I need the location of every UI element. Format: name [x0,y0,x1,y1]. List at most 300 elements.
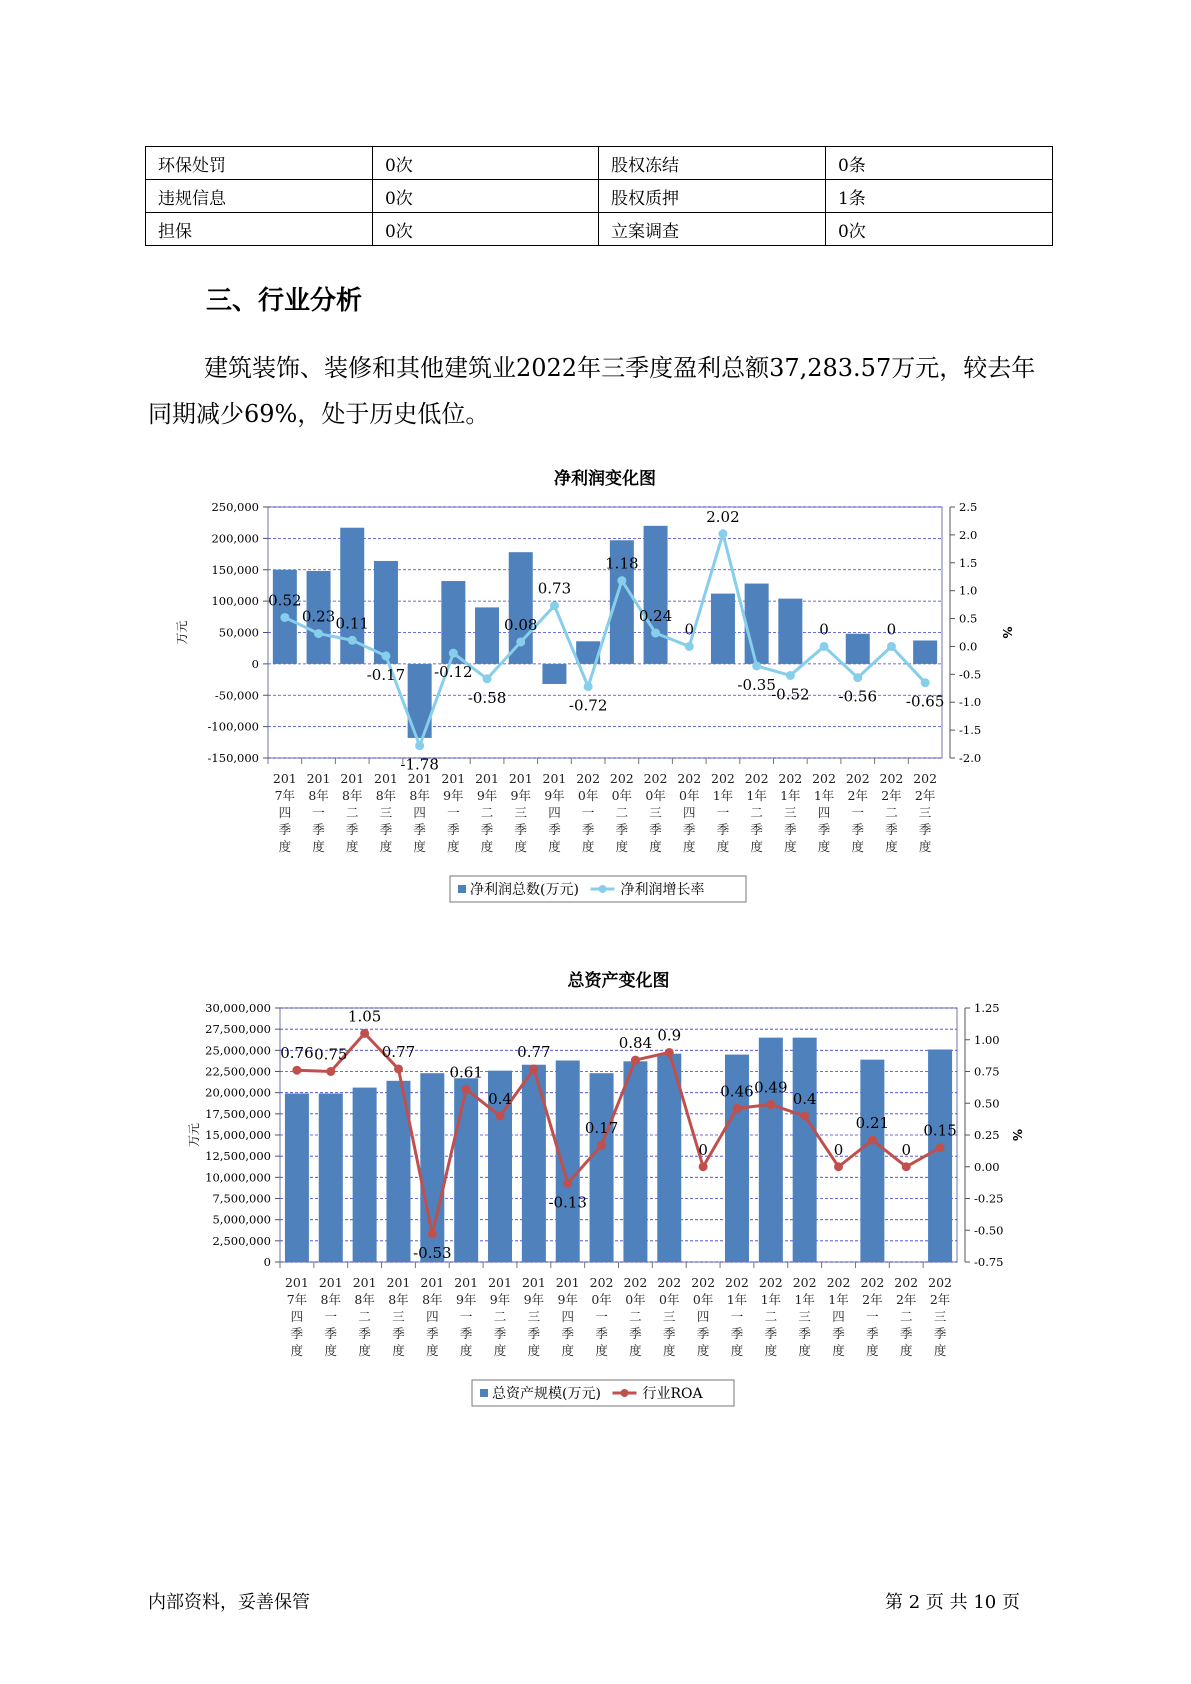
data-label: 0.73 [537,579,572,598]
line-point [348,636,357,645]
y2-tick-label: -1.0 [959,695,982,710]
y2-tick-label: -0.75 [974,1255,1004,1269]
table-cell: 股权质押 [598,180,825,213]
y-axis-title: 万元 [175,620,189,645]
y-tick-label: 20,000,000 [205,1085,271,1100]
x-tick-label: 202 [913,771,938,786]
x-tick-label: 度 [595,1343,608,1358]
y-tick-label: 250,000 [211,500,259,514]
x-tick-label: 1年 [746,788,767,803]
table-row [146,147,1053,180]
x-tick-label: 1年 [760,1292,782,1307]
table-cell: 0条 [825,147,1052,180]
legend-bar-label: 总资产规模(万元) [492,1386,601,1402]
line-point [617,576,626,585]
x-tick-label: 四 [290,1309,304,1324]
x-tick-label: 季 [278,822,292,837]
x-tick-label: 201 [454,1275,479,1290]
risk-summary-table [145,146,1053,246]
x-tick-label: 度 [629,1343,642,1358]
y2-tick-label: -0.50 [974,1223,1004,1238]
y2-tick-label: 1.0 [959,583,978,598]
x-tick-label: 季 [663,1326,676,1341]
x-tick-label: 度 [764,1343,778,1358]
x-tick-label: 201 [284,1275,309,1290]
x-tick-label: 9年 [557,1292,578,1307]
line-point [834,1162,843,1171]
x-tick-label: 9年 [489,1292,511,1307]
line-point [394,1064,403,1073]
legend-line-label: 行业ROA [642,1386,703,1402]
x-tick-label: 度 [358,1343,371,1358]
x-tick-label: 季 [764,1326,778,1341]
table-cell: 环保处罚 [146,147,373,180]
table-cell: 担保 [146,213,373,246]
data-label: 0.4 [488,1089,512,1108]
y-tick-label: 50,000 [218,625,259,640]
x-tick-label: 1年 [726,1292,748,1307]
x-tick-label: 201 [508,771,533,786]
x-tick-label: 201 [318,1275,343,1290]
bar [846,634,870,664]
x-tick-label: 201 [306,771,331,786]
x-tick-label: 202 [928,1275,953,1290]
data-label: -0.53 [413,1244,452,1263]
y-tick-label: 30,000,000 [205,1001,271,1015]
data-label: 0 [901,1140,911,1159]
x-tick-label: 201 [407,771,432,786]
x-tick-label: 季 [918,822,932,837]
table-cell: 立案调查 [598,213,825,246]
y-tick-label: 22,500,000 [205,1064,271,1079]
x-tick-label: 季 [866,1326,879,1341]
x-tick-label: 季 [730,1326,744,1341]
data-label: 0.23 [301,607,336,626]
x-tick-label: 8年 [409,788,430,803]
x-tick-label: 202 [691,1275,716,1290]
risk-table-body [146,147,1053,246]
x-tick-label: 202 [643,771,668,786]
chart-title: 总资产变化图 [567,971,670,991]
data-label: -0.72 [568,696,608,715]
bar [509,552,533,664]
line-point [496,1111,505,1120]
x-tick-label: 8年 [422,1292,443,1307]
x-tick-label: 三 [379,805,393,820]
x-tick-label: 季 [561,1326,574,1341]
x-tick-label: 度 [561,1343,574,1358]
y-tick-label: 27,500,000 [205,1022,271,1037]
legend-bar-swatch [458,885,466,893]
x-tick-label: 1年 [828,1292,849,1307]
x-tick-label: 202 [758,1275,783,1290]
line-point [786,671,795,680]
x-tick-label: 201 [475,771,499,786]
x-tick-label: 季 [379,822,393,837]
x-tick-label: 四 [817,805,831,820]
x-tick-label: 度 [933,1343,947,1358]
line-point [516,637,525,646]
x-tick-label: 9年 [523,1292,545,1307]
x-tick-label: 8年 [375,788,397,803]
x-tick-label: 9年 [455,1292,477,1307]
x-tick-label: 季 [447,822,460,837]
data-label: 0 [833,1140,844,1159]
x-tick-label: 9年 [544,788,565,803]
x-tick-label: 一 [851,805,865,820]
x-tick-label: 三 [514,805,528,820]
x-tick-label: 202 [778,771,803,786]
x-tick-label: 1年 [780,788,801,803]
x-tick-label: 1年 [813,788,835,803]
x-tick-label: 季 [817,822,831,837]
x-tick-label: 202 [792,1275,817,1290]
x-tick-label: 度 [548,839,561,854]
bar [556,1060,580,1262]
bar [623,1061,647,1262]
x-tick-label: 度 [730,1343,744,1358]
x-tick-label: 季 [784,822,797,837]
x-tick-label: 8年 [388,1292,409,1307]
x-tick-label: 度 [851,839,865,854]
bar [778,599,802,664]
x-tick-label: 2年 [929,1292,951,1307]
x-tick-label: 度 [696,1343,710,1358]
bar [475,607,499,663]
x-tick-label: 202 [609,771,634,786]
x-tick-label: 季 [885,822,898,837]
x-tick-label: 度 [798,1343,811,1358]
x-tick-label: 202 [657,1275,682,1290]
x-tick-label: 二 [480,805,494,820]
x-tick-label: 季 [750,822,763,837]
y2-tick-label: 2.0 [959,527,978,542]
footer-confidential-note: 内部资料，妥善保管 [148,1592,310,1613]
data-label: 0.11 [335,614,369,633]
data-label: 0 [819,620,829,639]
bar [542,664,566,684]
x-tick-label: 度 [278,839,292,854]
y2-axis-title: % [1010,1128,1024,1142]
data-label: -0.12 [434,663,473,682]
x-tick-label: 季 [493,1326,507,1341]
x-tick-label: 度 [918,839,932,854]
x-tick-label: 二 [345,805,359,820]
x-tick-label: 202 [589,1275,614,1290]
data-label: 0.49 [754,1078,788,1097]
line-point [699,1162,708,1171]
data-label: 0.77 [381,1042,416,1061]
y-axis-title: 万元 [187,1122,201,1148]
x-tick-label: 2年 [862,1292,883,1307]
bar [793,1038,817,1262]
y-tick-label: -100,000 [207,719,259,734]
x-tick-label: 202 [677,771,702,786]
x-tick-label: 0年 [591,1292,612,1307]
x-tick-label: 季 [595,1326,608,1341]
y-tick-label: 0 [251,656,259,671]
x-tick-label: 度 [379,839,393,854]
line-point [868,1136,877,1145]
x-tick-label: 度 [899,1343,913,1358]
y2-tick-label: 0.50 [974,1096,1000,1111]
x-tick-label: 度 [615,839,629,854]
data-label: -0.35 [737,675,776,694]
x-tick-label: 四 [426,1309,439,1324]
x-tick-label: 季 [696,1326,710,1341]
x-tick-label: 季 [324,1326,338,1341]
x-tick-label: 度 [480,839,494,854]
data-label: 0.21 [855,1114,890,1133]
y-tick-label: 12,500,000 [205,1149,271,1164]
x-tick-label: 二 [629,1309,642,1324]
y2-tick-label: 0.00 [974,1159,1000,1174]
y2-tick-label: -1.5 [959,723,982,738]
x-tick-label: 一 [459,1309,473,1324]
bar [353,1088,377,1262]
table-cell: 0次 [372,147,598,180]
x-tick-label: 四 [696,1309,710,1324]
x-tick-label: 2年 [895,1292,917,1307]
data-label: 0.24 [638,607,673,626]
x-tick-label: 季 [899,1326,913,1341]
line-point [718,529,727,538]
line-point [462,1085,471,1094]
data-label: 0.4 [792,1089,817,1108]
x-tick-label: 202 [845,771,870,786]
x-tick-label: 季 [459,1326,473,1341]
y-tick-label: 200,000 [211,531,259,546]
x-tick-label: 季 [312,822,325,837]
x-tick-label: 三 [798,1309,811,1324]
line-point [428,1230,437,1239]
x-tick-label: 季 [514,822,528,837]
x-tick-label: 度 [312,839,325,854]
line-point [529,1064,538,1073]
x-tick-label: 201 [441,771,466,786]
data-label: 2.02 [706,507,740,526]
data-label: 0.84 [618,1034,653,1053]
x-tick-label: 202 [812,771,836,786]
line-point [732,1104,741,1113]
line-point [381,651,390,660]
x-tick-label: 9年 [443,788,464,803]
x-tick-label: 季 [480,822,494,837]
y2-tick-label: -2.0 [959,751,982,765]
table-row [146,213,1053,246]
table-cell: 0次 [372,213,598,246]
y-tick-label: 100,000 [211,594,259,609]
line-point [887,642,896,651]
x-tick-label: 三 [663,1309,676,1324]
y2-tick-label: 1.5 [959,555,978,570]
x-tick-label: 202 [576,771,601,786]
table-cell: 股权冻结 [598,147,825,180]
x-tick-label: 0年 [692,1292,714,1307]
y-tick-label: -150,000 [207,751,259,765]
x-tick-label: 季 [290,1326,304,1341]
x-tick-label: 度 [885,839,898,854]
y-tick-label: 10,000,000 [205,1170,271,1185]
y-tick-label: 17,500,000 [205,1106,271,1121]
industry-summary-paragraph: 建筑装饰、装修和其他建筑业2022年三季度盈利总额37,283.57万元，较去年同期减少69%，处于历史低位。 [148,354,1036,428]
line-point [360,1029,369,1038]
data-label: -0.17 [366,665,406,684]
data-label: -1.78 [400,755,439,774]
footer-page-number: 第 2 页 共 10 页 [885,1592,1020,1613]
line-point [853,673,862,682]
table-cell: 0次 [372,180,598,213]
x-tick-label: 季 [629,1326,642,1341]
x-tick-label: 度 [832,1343,845,1358]
bar [319,1094,343,1262]
x-tick-label: 202 [744,771,769,786]
line-point [902,1162,911,1171]
x-tick-label: 9年 [476,788,498,803]
y2-tick-label: 0.0 [959,639,978,654]
table-row [146,180,1053,213]
x-tick-label: 度 [413,839,426,854]
legend-line-marker [599,885,607,893]
x-tick-label: 一 [730,1309,744,1324]
x-tick-label: 二 [885,805,898,820]
x-tick-label: 季 [682,822,696,837]
x-tick-label: 三 [933,1309,947,1324]
x-tick-label: 度 [527,1343,541,1358]
y2-tick-label: 0.75 [974,1064,1000,1079]
x-tick-label: 0年 [679,788,700,803]
x-tick-label: 度 [784,839,797,854]
x-tick-label: 二 [493,1309,507,1324]
data-label: -0.65 [905,692,945,711]
bar [913,640,937,663]
line-point [936,1143,945,1152]
y-tick-label: 2,500,000 [212,1233,271,1248]
legend-bar-label: 净利润总数(万元) [470,882,579,898]
line-point [685,642,694,651]
x-tick-label: 一 [324,1309,338,1324]
y2-tick-label: 1.00 [974,1032,1000,1047]
line-point [597,1141,606,1150]
x-tick-label: 二 [615,805,629,820]
x-tick-label: 0年 [645,788,666,803]
x-tick-label: 季 [581,822,595,837]
x-tick-label: 0年 [611,788,633,803]
x-tick-label: 四 [682,805,696,820]
x-tick-label: 季 [426,1326,439,1341]
x-tick-label: 201 [542,771,567,786]
x-tick-label: 202 [826,1275,851,1290]
y2-tick-label: 2.5 [959,500,978,514]
bar [860,1060,884,1262]
x-tick-label: 四 [413,805,426,820]
line-point [800,1111,809,1120]
data-label: 0 [698,1140,708,1159]
x-tick-label: 度 [345,839,359,854]
x-tick-label: 季 [548,822,561,837]
x-tick-label: 2年 [914,788,936,803]
data-label: 0 [684,620,695,639]
y2-tick-label: 1.25 [974,1001,1000,1015]
chart-title: 净利润变化图 [554,469,656,489]
line-point [292,1066,301,1075]
x-tick-label: 一 [447,805,460,820]
line-point [752,661,761,670]
x-tick-label: 季 [392,1326,405,1341]
data-label: 1.05 [347,1007,382,1026]
line-point [563,1179,572,1188]
line-point [820,642,829,651]
table-cell: 0次 [825,213,1052,246]
x-tick-label: 度 [866,1343,879,1358]
line-point [550,601,559,610]
x-tick-label: 0年 [625,1292,646,1307]
x-tick-label: 季 [358,1326,371,1341]
x-tick-label: 度 [817,839,831,854]
data-label: -0.13 [548,1193,587,1212]
bar [745,584,769,664]
x-tick-label: 201 [521,1275,546,1290]
x-tick-label: 度 [426,1343,439,1358]
legend-line-marker [621,1389,629,1397]
x-tick-label: 201 [386,1275,411,1290]
x-tick-label: 度 [682,839,696,854]
x-tick-label: 201 [352,1275,377,1290]
x-tick-label: 度 [392,1343,405,1358]
x-tick-label: 202 [860,1275,885,1290]
line-point [483,674,492,683]
bar [711,594,735,664]
bar [590,1073,614,1262]
line-point [631,1056,640,1065]
bar [454,1078,478,1262]
x-tick-label: 7年 [286,1292,308,1307]
y2-tick-label: -0.25 [974,1191,1004,1206]
table-cell: 1条 [825,180,1052,213]
x-tick-label: 季 [413,822,426,837]
data-label: 0.08 [504,615,538,634]
x-tick-label: 三 [392,1309,405,1324]
x-tick-label: 三 [784,805,797,820]
data-label: -0.52 [771,685,810,704]
line-point [651,629,660,638]
x-tick-label: 202 [879,771,904,786]
net-profit-chart [0,460,1191,930]
bar [644,526,668,664]
x-tick-label: 四 [278,805,292,820]
x-tick-label: 202 [725,1275,749,1290]
x-tick-label: 度 [459,1343,473,1358]
x-tick-label: 二 [764,1309,778,1324]
x-tick-label: 1年 [712,788,734,803]
line-point [326,1067,335,1076]
x-tick-label: 二 [899,1309,913,1324]
bar [374,561,398,664]
section-title: 三、行业分析 [206,286,363,316]
data-label: 1.18 [605,554,639,573]
x-tick-label: 7年 [274,788,296,803]
x-tick-label: 季 [345,822,359,837]
y-tick-label: 15,000,000 [205,1128,271,1142]
x-tick-label: 度 [514,839,528,854]
x-tick-label: 2年 [881,788,902,803]
x-tick-label: 一 [595,1309,608,1324]
x-tick-label: 二 [358,1309,371,1324]
bar [759,1038,783,1262]
x-tick-label: 201 [374,771,398,786]
x-tick-label: 0年 [577,788,599,803]
y-tick-label: -50,000 [214,688,259,703]
